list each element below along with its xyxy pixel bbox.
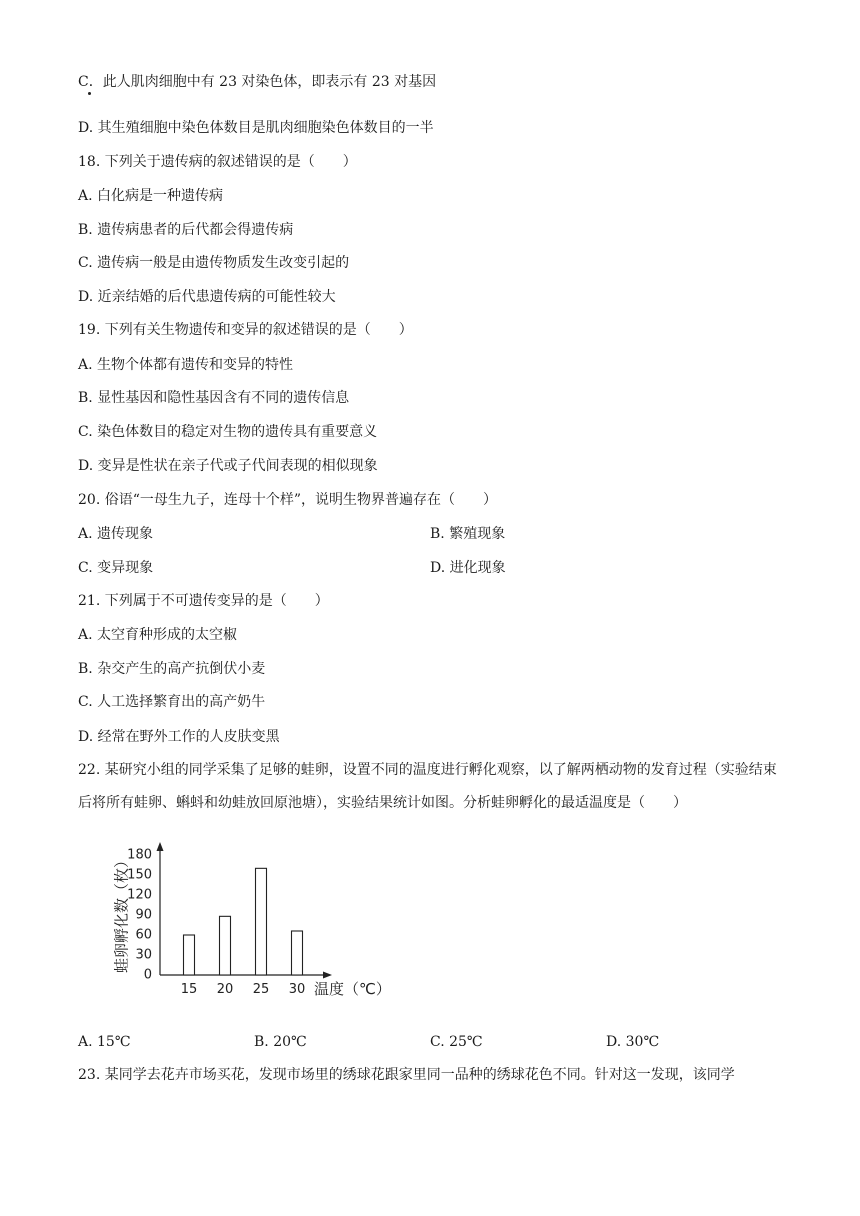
y-tick-label: 60 bbox=[135, 927, 152, 943]
hatch-bar-chart bbox=[100, 838, 400, 1008]
q21-stem: 21. 下列属于不可遗传变异的是（ ） bbox=[78, 593, 329, 609]
y-tick-label: 30 bbox=[135, 947, 152, 963]
q22-option-a: A. 15℃ bbox=[78, 1034, 131, 1050]
q21-option-d: D. 经常在野外工作的人皮肤变黑 bbox=[78, 729, 280, 745]
y-tick-label: 0 bbox=[143, 967, 152, 983]
q20-option-a: A. 遗传现象 bbox=[78, 526, 154, 542]
y-tick-label: 120 bbox=[127, 887, 152, 903]
q17-option-d: D. 其生殖细胞中染色体数目是肌肉细胞染色体数目的一半 bbox=[78, 120, 434, 136]
bar-30 bbox=[292, 931, 303, 975]
bar-15 bbox=[184, 935, 195, 975]
x-tick-label: 25 bbox=[252, 982, 270, 997]
q18-option-a: A. 白化病是一种遗传病 bbox=[78, 188, 224, 204]
q21-option-c: C. 人工选择繁育出的高产奶牛 bbox=[78, 694, 266, 710]
emphasis-dot bbox=[88, 92, 91, 95]
q18-option-c: C. 遗传病一般是由遗传物质发生改变引起的 bbox=[78, 255, 350, 271]
q20-stem: 20. 俗语“一母生九子，连母十个样”，说明生物界普遍存在（ ） bbox=[78, 492, 498, 508]
q19-option-a: A. 生物个体都有遗传和变异的特性 bbox=[78, 357, 294, 373]
q19-stem: 19. 下列有关生物遗传和变异的叙述错误的是（ ） bbox=[78, 322, 413, 338]
q22-option-d: D. 30℃ bbox=[606, 1034, 660, 1050]
q22-stem: 22. 某研究小组的同学采集了足够的蛙卵，设置不同的温度进行孵化观察，以了解两栖动物的发育过程（实验结束后将所有蛙卵、蝌蚪和幼蛙放回原池塘），实验结果统计如图。分析蛙卵孵化的最适温度是（ ） bbox=[78, 762, 777, 811]
y-tick-label: 180 bbox=[127, 847, 152, 863]
chart-axes bbox=[157, 842, 333, 979]
q20-option-c: C. 变异现象 bbox=[78, 560, 154, 576]
y-axis-arrow bbox=[157, 842, 164, 851]
q19-option-b: B. 显性基因和隐性基因含有不同的遗传信息 bbox=[78, 390, 350, 406]
x-tick-label: 20 bbox=[216, 982, 234, 997]
q21-option-a: A. 太空育种形成的太空椒 bbox=[78, 627, 238, 643]
q18-option-d: D. 近亲结婚的后代患遗传病的可能性较大 bbox=[78, 289, 336, 305]
bar-25 bbox=[256, 868, 267, 975]
y-tick-label: 150 bbox=[127, 867, 152, 883]
q22-option-b: B. 20℃ bbox=[254, 1034, 307, 1050]
q18-option-b: B. 遗传病患者的后代都会得遗传病 bbox=[78, 222, 294, 238]
q22-option-c: C. 25℃ bbox=[430, 1034, 483, 1050]
x-axis-arrow bbox=[323, 972, 332, 979]
bar-20 bbox=[220, 916, 231, 975]
q20-option-d: D. 进化现象 bbox=[430, 560, 506, 576]
q17-option-c: C．此人肌肉细胞中有 23 对染色体，即表示有 23 对基因 bbox=[78, 74, 437, 90]
q23-stem: 23. 某同学去花卉市场买花，发现市场里的绣球花跟家里同一品种的绣球花色不同。针对这一发现，该同学 bbox=[78, 1067, 735, 1083]
y-axis-label: 蛙卵孵化数（枚） bbox=[112, 852, 131, 974]
q21-option-b: B. 杂交产生的高产抗倒伏小麦 bbox=[78, 661, 266, 677]
x-tick-label: 30 bbox=[288, 982, 306, 997]
x-tick-label: 15 bbox=[180, 982, 198, 997]
q19-option-c: C. 染色体数目的稳定对生物的遗传具有重要意义 bbox=[78, 424, 378, 440]
q19-option-d: D. 变异是性状在亲子代或子代间表现的相似现象 bbox=[78, 458, 378, 474]
y-tick-label: 90 bbox=[135, 907, 152, 923]
q20-option-b: B. 繁殖现象 bbox=[430, 526, 506, 542]
x-axis-label: 温度（℃） bbox=[314, 980, 391, 998]
q18-stem: 18. 下列关于遗传病的叙述错误的是（ ） bbox=[78, 154, 357, 170]
